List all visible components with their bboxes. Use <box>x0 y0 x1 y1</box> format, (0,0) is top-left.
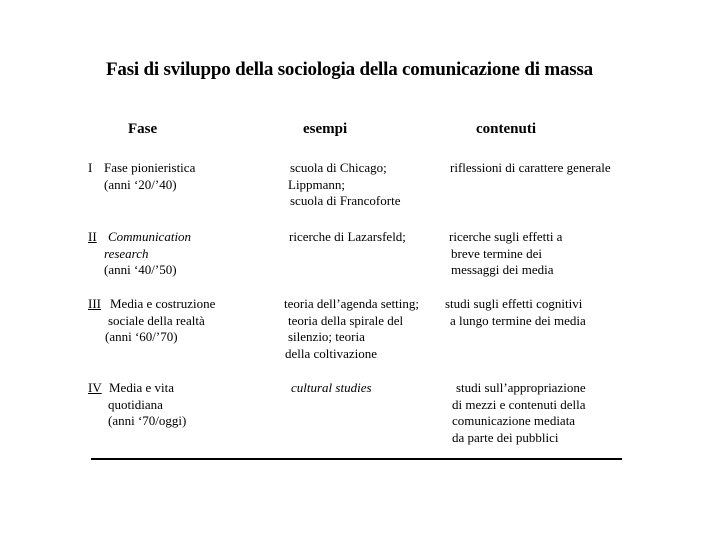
content-line: di mezzi e contenuti della <box>452 396 586 412</box>
content-line: a lungo termine dei media <box>450 312 586 328</box>
phase-line: Media e costruzione <box>110 296 216 311</box>
content-line: riflessioni di carattere generale <box>450 160 611 175</box>
phase-cell <box>104 160 195 193</box>
phase-line: quotidiana <box>108 396 163 412</box>
phase-line: Communication <box>108 229 192 244</box>
row-number: IV <box>88 380 102 395</box>
phase-line: (anni ‘20/’40) <box>104 176 177 192</box>
example-line: teoria dell’agenda setting; <box>284 296 420 311</box>
phase-line: (anni ‘70/oggi) <box>108 413 187 428</box>
example-line: silenzio; teoria <box>288 329 365 344</box>
examples-cell <box>284 296 419 362</box>
phase-cell <box>106 229 191 279</box>
phase-cell <box>105 296 216 346</box>
example-line: Lippmann; <box>288 176 346 192</box>
content-line: studi sull’appropriazione <box>456 380 586 395</box>
examples-cell <box>289 229 406 246</box>
column-header-contenuti: contenuti <box>476 121 536 137</box>
contents-cell <box>450 160 611 177</box>
examples-cell <box>288 160 400 210</box>
contents-cell <box>452 380 586 446</box>
example-line: cultural studies <box>291 380 372 395</box>
phase-line: sociale della realtà <box>108 312 205 328</box>
row-number: II <box>88 229 97 244</box>
phase-cell <box>108 380 186 430</box>
phase-line: Fase pionieristica <box>104 160 196 175</box>
example-line: scuola di Francoforte <box>290 193 401 208</box>
content-line: studi sugli effetti cognitivi <box>445 296 583 311</box>
example-line: teoria della spirale del <box>288 312 404 328</box>
row-number: I <box>88 160 93 175</box>
content-line: da parte dei pubblici <box>452 429 559 445</box>
examples-cell <box>291 380 372 397</box>
page-title: Fasi di sviluppo della sociologia della comunicazione di massa <box>106 59 593 80</box>
example-line: ricerche di Lazarsfeld; <box>289 229 406 244</box>
row-number: III <box>88 296 101 311</box>
contents-cell <box>449 229 562 279</box>
phase-line: (anni ‘40/’50) <box>104 262 177 277</box>
example-line: scuola di Chicago; <box>290 160 387 175</box>
phase-line: research <box>104 245 149 261</box>
content-line: breve termine dei <box>451 245 542 261</box>
content-line: comunicazione mediata <box>452 413 576 428</box>
contents-cell <box>445 296 586 329</box>
content-line: messaggi dei media <box>451 262 554 277</box>
column-header-esempi: esempi <box>303 121 348 137</box>
phase-line: (anni ‘60/’70) <box>105 329 178 344</box>
example-line: della coltivazione <box>285 345 378 361</box>
phase-line: Media e vita <box>109 380 174 395</box>
column-header-fase: Fase <box>128 121 158 137</box>
content-line: ricerche sugli effetti a <box>449 229 563 244</box>
bottom-divider <box>91 458 622 460</box>
